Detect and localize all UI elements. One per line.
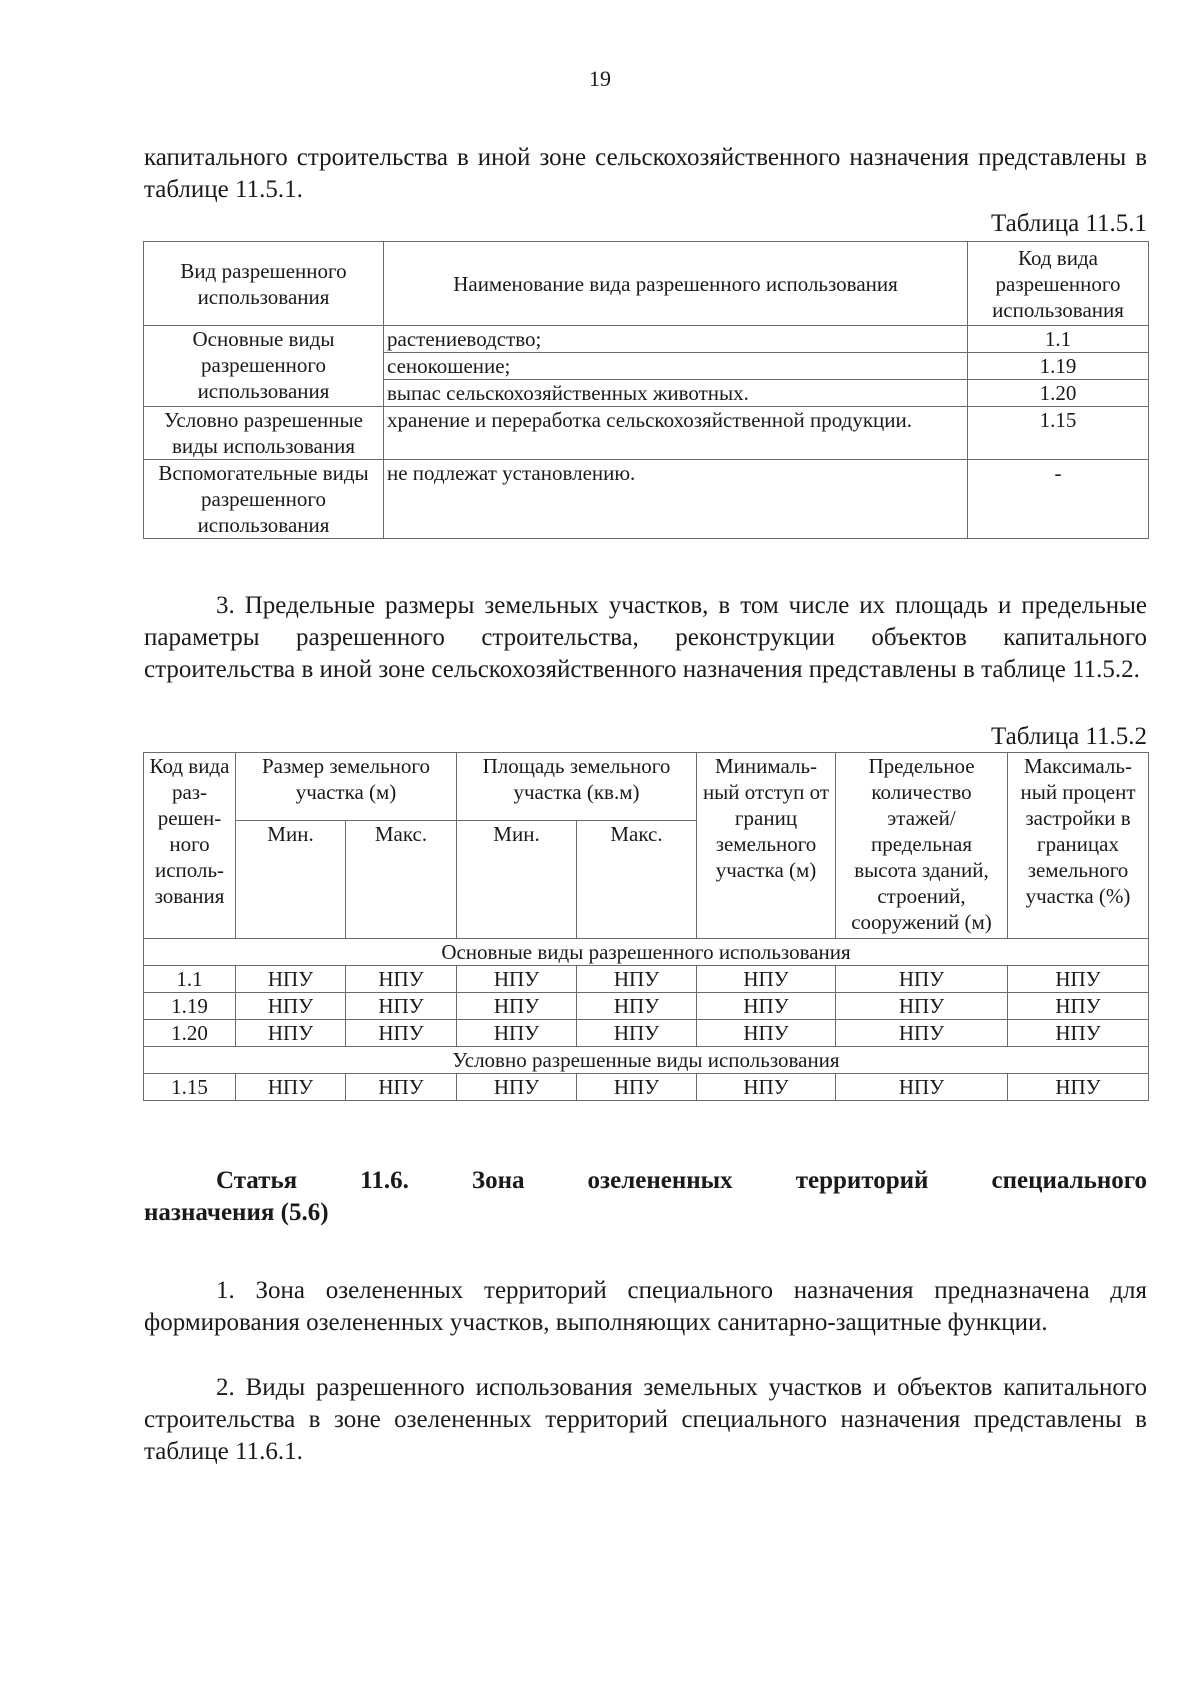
t2-cell: НПУ <box>236 1020 346 1047</box>
t2-cell: 1.1 <box>144 966 236 993</box>
t2-cell: НПУ <box>236 966 346 993</box>
t2-cell: НПУ <box>697 1020 836 1047</box>
t2-cell: НПУ <box>836 1074 1008 1101</box>
t1-row-name: выпас сельскохозяйственных животных. <box>384 380 968 407</box>
paragraph-zone-purpose: 1. Зона озелененных территорий специального назначения предназначена для формирования озелененных участков, выполняющих санитарно-защитные функции. <box>144 1277 1147 1336</box>
t1-row-code: - <box>968 460 1149 539</box>
t2-cell: 1.19 <box>144 993 236 1020</box>
table-11-5-1 <box>143 241 1149 539</box>
t2-cell: НПУ <box>457 1020 577 1047</box>
t2-cell: НПУ <box>236 993 346 1020</box>
t1-group-label: Вспомогательные виды разрешенного использования <box>144 460 384 539</box>
t1-row-code: 1.19 <box>968 353 1149 380</box>
t2-cell: НПУ <box>346 1020 457 1047</box>
t2-header-min-offset: Минималь-ный отступ от границ земельного участка (м) <box>697 753 836 939</box>
article-heading-line1: Статья 11.6. Зона озелененных территорий специального <box>216 1167 1147 1194</box>
t2-cell: НПУ <box>836 966 1008 993</box>
t2-cell: НПУ <box>1008 1020 1149 1047</box>
t1-row-name: хранение и переработка сельскохозяйственной продукции. <box>384 407 968 460</box>
t1-row-name: не подлежат установлению. <box>384 460 968 539</box>
t2-header-area-max: Макс. <box>577 821 697 939</box>
table2-caption: Таблица 11.5.2 <box>991 723 1147 750</box>
t2-cell: 1.15 <box>144 1074 236 1101</box>
t2-cell: НПУ <box>1008 1074 1149 1101</box>
t1-group-label: Условно разрешенные виды использования <box>144 407 384 460</box>
t1-header-code: Код вида разрешенного использования <box>968 242 1149 326</box>
paragraph-3: 3. Предельные размеры земельных участков, в том числе их площадь и предельные параметры разрешенного строительства, реконструкции объектов капитального строительства в иной зоне сельскохозяйственного назначения представлены в таблице 11.5.2. <box>144 592 1147 683</box>
t2-cell: НПУ <box>457 993 577 1020</box>
intro-paragraph: капитального строительства в иной зоне сельскохозяйственного назначения представлены в таблице 11.5.1. <box>144 144 1147 203</box>
t2-cell: НПУ <box>697 1074 836 1101</box>
t2-cell: 1.20 <box>144 1020 236 1047</box>
table-row <box>144 993 1149 1020</box>
t2-section-title: Условно разрешенные виды использования <box>144 1047 1149 1074</box>
paragraph-zone-uses: 2. Виды разрешенного использования земельных участков и объектов капитального строительства в зоне озелененных территорий специального назначения представлены в таблице 11.6.1. <box>144 1374 1147 1465</box>
t2-cell: НПУ <box>697 993 836 1020</box>
page-number: 19 <box>589 66 611 91</box>
t2-header-size-max: Макс. <box>346 821 457 939</box>
t2-header-max-floors: Предельное количество этажей/ предельная высота зданий, строений, сооружений (м) <box>836 753 1008 939</box>
t2-cell: НПУ <box>577 966 697 993</box>
article-heading <box>144 1165 1147 1229</box>
t2-cell: НПУ <box>1008 993 1149 1020</box>
t2-header-code: Код вида раз-решен-ного исполь-зования <box>144 753 236 939</box>
t1-row-code: 1.20 <box>968 380 1149 407</box>
t2-header-max-coverage: Максималь-ный процент застройки в границах земельного участка (%) <box>1008 753 1149 939</box>
t2-cell: НПУ <box>697 966 836 993</box>
article-heading-line2: назначения (5.6) <box>144 1199 329 1226</box>
t2-cell: НПУ <box>457 1074 577 1101</box>
t2-cell: НПУ <box>577 993 697 1020</box>
t2-cell: НПУ <box>346 993 457 1020</box>
t1-row-name: растениеводство; <box>384 326 968 353</box>
t1-group-label: Основные виды разрешенного использования <box>144 326 384 407</box>
t1-row-code: 1.15 <box>968 407 1149 460</box>
t1-row-name: сенокошение; <box>384 353 968 380</box>
t2-cell: НПУ <box>836 993 1008 1020</box>
table-row <box>144 1020 1149 1047</box>
t2-cell: НПУ <box>236 1074 346 1101</box>
t1-header-type: Вид разрешенного использования <box>144 242 384 326</box>
t2-cell: НПУ <box>836 1020 1008 1047</box>
t2-header-plot-area: Площадь земельного участка (кв.м) <box>457 753 697 821</box>
t2-cell: НПУ <box>346 966 457 993</box>
t2-header-plot-size: Размер земельного участка (м) <box>236 753 457 821</box>
t2-header-size-min: Мин. <box>236 821 346 939</box>
table1-caption: Таблица 11.5.1 <box>991 210 1147 237</box>
table-11-5-2 <box>143 752 1149 1101</box>
t2-cell: НПУ <box>457 966 577 993</box>
table-row <box>144 966 1149 993</box>
table-row <box>144 1074 1149 1101</box>
t2-cell: НПУ <box>577 1074 697 1101</box>
t2-cell: НПУ <box>1008 966 1149 993</box>
t2-header-area-min: Мин. <box>457 821 577 939</box>
t1-header-name: Наименование вида разрешенного использования <box>384 242 968 326</box>
t2-section-title: Основные виды разрешенного использования <box>144 939 1149 966</box>
t2-cell: НПУ <box>346 1074 457 1101</box>
t1-row-code: 1.1 <box>968 326 1149 353</box>
t2-cell: НПУ <box>577 1020 697 1047</box>
